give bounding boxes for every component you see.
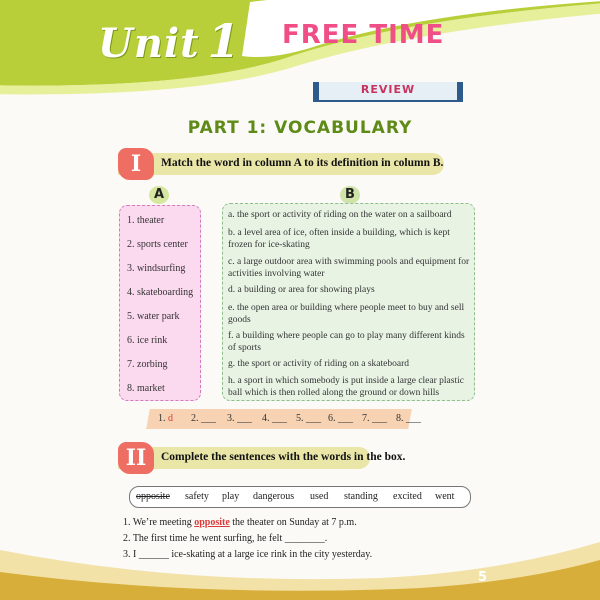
column-a-item: 4. skateboarding [127,287,194,298]
column-a-item: 5. water park [127,311,180,322]
word-box-item: used [310,491,329,502]
column-a-badge: A [149,186,169,204]
answer-slot[interactable] [227,413,252,424]
exercise-2-instruction: Complete the sentences with the words in the box. [161,451,406,463]
answer-value: ___ [272,413,287,424]
answer-slot[interactable] [191,413,216,424]
answer-slot[interactable] [396,413,421,424]
answer-value: ___ [237,413,252,424]
header-band [0,0,600,110]
column-a-item: 6. ice rink [127,335,168,346]
part-title: PART 1: VOCABULARY [187,118,413,138]
answer-number: 4. [262,413,270,424]
column-a-box [119,205,201,401]
word-box-item: opposite [136,491,170,502]
answer-value: ___ [372,413,387,424]
ribbon-underline [313,100,463,102]
column-a-item: 3. windsurfing [127,263,186,274]
sentence-text: 3. I ______ ice-skating at a large ice rink in the city yesterday. [123,549,373,560]
sentence-text: the theater on Sunday at 7 p.m. [229,517,357,528]
column-b-item: e. the open area or building where people meet to buy and sell goods [228,303,465,325]
column-a-item: 2. sports center [127,239,188,250]
sentence-text: 2. The first time he went surfing, he felt ________. [123,533,328,544]
answer-value: d [168,413,173,424]
answer-value: ___ [338,413,353,424]
exercise-1-badge: I [118,148,154,180]
answer-number: 2. [191,413,199,424]
answer-number: 7. [362,413,370,424]
word-box-item: play [222,491,240,502]
word-box-item: safety [185,491,209,502]
page-number: 5 [478,570,488,585]
lesson-title: FREE TIME [282,20,445,50]
column-a-item: 1. theater [127,215,165,226]
word-box-item: went [435,491,455,502]
unit-title [98,14,241,68]
footer-band [0,520,600,600]
column-b-badge: B [340,186,360,204]
column-b-item: f. a building where people can go to play many different kinds of sports [228,331,465,353]
column-a-item: 7. zorbing [127,359,168,370]
sentence-answer: opposite [194,517,230,528]
unit-number: 1 [207,14,241,68]
review-ribbon [313,82,463,100]
answer-number: 1. [158,413,166,424]
answer-value: ___ [406,413,421,424]
review-label: REVIEW [360,83,416,96]
answer-number: 5. [296,413,304,424]
column-b-item: g. the sport or activity of riding on a skateboard [228,359,409,369]
word-box-item: dangerous [253,491,295,502]
column-b-item: d. a building or area for showing plays [228,285,375,295]
answer-number: 6. [328,413,336,424]
exercise-1-instruction: Match the word in column A to its definition in column B. [161,157,444,169]
answer-number: 3. [227,413,235,424]
unit-word: Unit [98,20,200,67]
column-a-item: 8. market [127,383,165,394]
sentence-text: 1. We’re meeting [123,517,195,528]
answer-slot[interactable] [262,413,287,424]
column-b-item: b. a level area of ice, often inside a building, which is kept frozen for ice-skating [228,228,450,250]
column-b-item: c. a large outdoor area with swimming pools and equipment for activities involving water [228,257,470,279]
word-box-item: standing [344,491,378,502]
answer-slot[interactable] [362,413,387,424]
answer-number: 8. [396,413,404,424]
answer-value: ___ [306,413,321,424]
column-b-item: h. a sport in which somebody is put inside a large clear plastic ball which is then rolled along the ground or down hills [228,376,464,398]
answer-slot[interactable] [158,413,173,424]
exercise-2-badge: II [118,442,154,474]
answer-value: ___ [201,413,216,424]
answer-slot[interactable] [328,413,353,424]
column-b-item: a. the sport or activity of riding on the water on a sailboard [228,210,452,220]
column-b-box [222,203,475,401]
answer-slot[interactable] [296,413,321,424]
word-box-item: excited [393,491,422,502]
